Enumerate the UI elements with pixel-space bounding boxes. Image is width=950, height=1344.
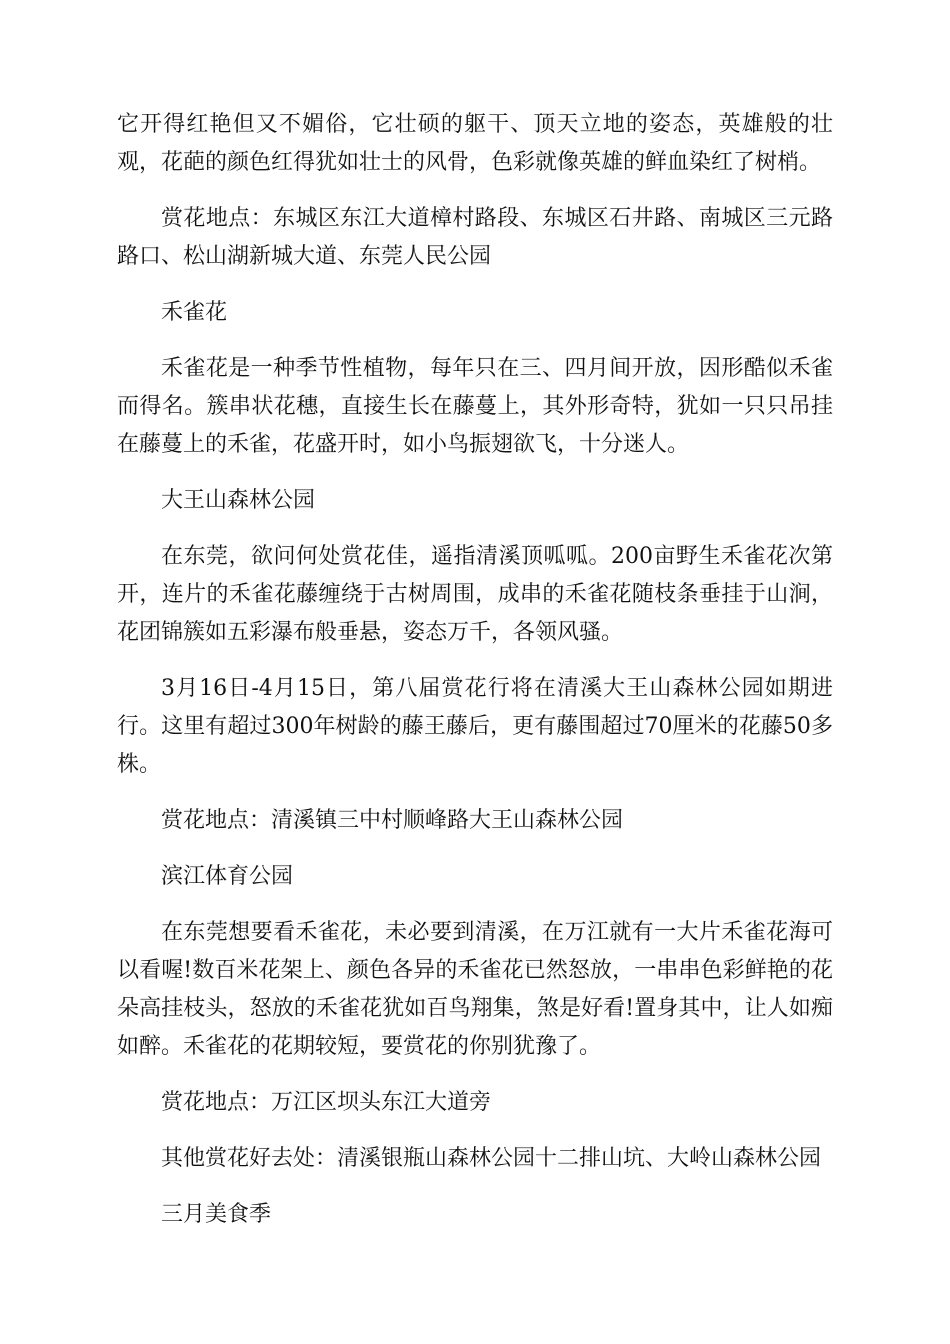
paragraph-event-dates: 3月16日-4月15日，第八届赏花行将在清溪大王山森林公园如期进行。这里有超过300年树龄的藤王藤后，更有藤围超过70厘米的花藤50多株。	[117, 676, 833, 777]
paragraph-dawangshan-description: 在东莞，欲问何处赏花佳，遥指清溪顶呱呱。200亩野生禾雀花次第开，连片的禾雀花藤缠绕于古树周围，成串的禾雀花随枝条垂挂于山涧，花团锦簇如五彩瀑布般垂悬，姿态万千，各领风骚。	[117, 544, 833, 645]
paragraph-heque-description: 禾雀花是一种季节性植物，每年只在三、四月间开放，因形酷似禾雀而得名。簇串状花穗，直接生长在藤蔓上，其外形奇特，犹如一只只吊挂在藤蔓上的禾雀，花盛开时，如小鸟振翅欲飞，十分迷人。	[117, 356, 833, 457]
paragraph-viewing-location-dongcheng: 赏花地点：东城区东江大道樟村路段、东城区石井路、南城区三元路路口、松山湖新城大道、东莞人民公园	[117, 206, 833, 269]
paragraph-binjiang-description: 在东莞想要看禾雀花，未必要到清溪，在万江就有一大片禾雀花海可以看喔!数百米花架上、颜色各异的禾雀花已然怒放，一串串色彩鲜艳的花朵高挂枝头，怒放的禾雀花犹如百鸟翔集，煞是好看!置身其中，让人如痴如醉。禾雀花的花期较短，要赏花的你别犹豫了。	[117, 920, 833, 1059]
heading-march-food-season: 三月美食季	[161, 1202, 272, 1227]
paragraph-viewing-location-qingxi: 赏花地点：清溪镇三中村顺峰路大王山森林公园	[161, 808, 624, 833]
paragraph-mianmian-description: 它开得红艳但又不媚俗，它壮硕的躯干、顶天立地的姿态，英雄般的壮观，花葩的颜色红得犹如壮士的风骨，色彩就像英雄的鲜血染红了树梢。	[117, 112, 833, 175]
heading-dawangshan-park: 大王山森林公园	[161, 488, 316, 513]
paragraph-viewing-location-wanjiang: 赏花地点：万江区坝头东江大道旁	[161, 1090, 492, 1115]
paragraph-other-locations: 其他赏花好去处：清溪银瓶山森林公园十二排山坑、大岭山森林公园	[161, 1146, 822, 1171]
heading-binjiang-park: 滨江体育公园	[161, 864, 294, 889]
document-page	[117, 106, 833, 1252]
heading-heque-flower: 禾雀花	[161, 300, 228, 325]
